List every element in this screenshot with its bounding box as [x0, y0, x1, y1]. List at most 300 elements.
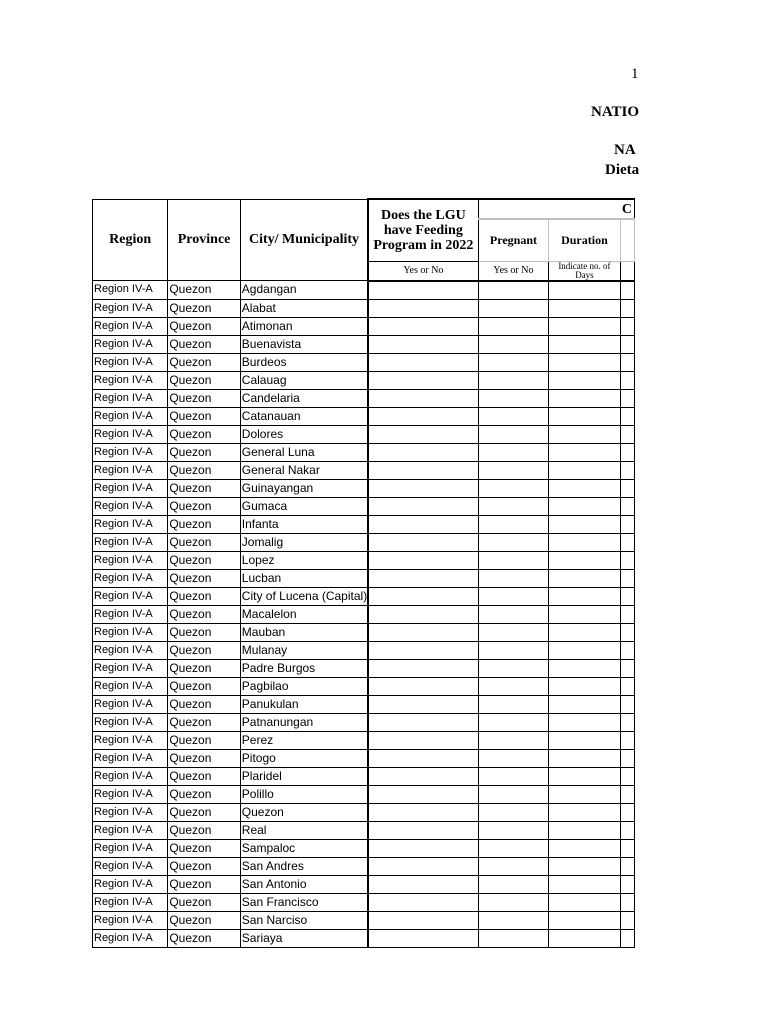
table-row [93, 677, 635, 695]
duration-cell[interactable] [549, 875, 620, 893]
province-cell[interactable] [168, 425, 240, 443]
pregnant-cell[interactable] [478, 281, 549, 300]
province-cell[interactable] [168, 407, 240, 425]
overflow-cell[interactable] [620, 695, 634, 713]
province-cell-text: Quezon [169, 354, 212, 369]
duration-cell[interactable] [549, 821, 620, 839]
region-cell[interactable] [93, 911, 168, 929]
province-cell[interactable] [168, 713, 240, 731]
region-cell-text: Region IV-A [94, 805, 153, 818]
province-cell[interactable] [168, 389, 240, 407]
overflow-cell[interactable] [620, 533, 634, 551]
duration-cell[interactable] [549, 659, 620, 677]
overflow-cell[interactable] [620, 461, 634, 479]
region-cell[interactable] [93, 281, 168, 300]
city-cell[interactable] [240, 371, 368, 389]
city-cell[interactable] [240, 677, 368, 695]
duration-cell[interactable] [549, 407, 620, 425]
province-cell[interactable] [168, 515, 240, 533]
region-cell[interactable] [93, 857, 168, 875]
pregnant-cell[interactable] [478, 497, 549, 515]
duration-cell[interactable] [549, 533, 620, 551]
region-cell[interactable] [93, 695, 168, 713]
city-cell[interactable] [240, 893, 368, 911]
province-cell[interactable] [168, 317, 240, 335]
feeding-cell[interactable] [368, 695, 478, 713]
duration-cell[interactable] [549, 497, 620, 515]
feeding-cell[interactable] [368, 821, 478, 839]
duration-cell[interactable] [549, 371, 620, 389]
city-cell-text: San Narciso [241, 912, 308, 927]
pregnant-cell[interactable] [478, 533, 549, 551]
city-cell[interactable] [240, 317, 368, 335]
feeding-cell[interactable] [368, 893, 478, 911]
region-cell[interactable] [93, 497, 168, 515]
city-cell-text: Patnanungan [241, 714, 314, 729]
pregnant-cell[interactable] [478, 929, 549, 947]
region-cell[interactable] [93, 317, 168, 335]
duration-cell[interactable] [549, 911, 620, 929]
feeding-cell[interactable] [368, 857, 478, 875]
region-cell[interactable] [93, 785, 168, 803]
duration-cell[interactable] [549, 461, 620, 479]
province-cell[interactable] [168, 875, 240, 893]
pregnant-cell[interactable] [478, 443, 549, 461]
region-cell[interactable] [93, 605, 168, 623]
pregnant-cell[interactable] [478, 839, 549, 857]
province-cell[interactable] [168, 911, 240, 929]
overflow-cell[interactable] [620, 767, 634, 785]
pregnant-cell[interactable] [478, 461, 549, 479]
province-cell[interactable] [168, 659, 240, 677]
region-cell[interactable] [93, 767, 168, 785]
table-row [93, 785, 635, 803]
table-row [93, 317, 635, 335]
overflow-cell[interactable] [620, 317, 634, 335]
province-cell[interactable] [168, 281, 240, 300]
city-cell[interactable] [240, 875, 368, 893]
region-cell[interactable] [93, 587, 168, 605]
city-cell-text: Lopez [241, 552, 275, 567]
city-cell[interactable] [240, 641, 368, 659]
province-cell[interactable] [168, 497, 240, 515]
province-cell[interactable] [168, 731, 240, 749]
region-cell-text: Region IV-A [94, 769, 153, 782]
table-row [93, 857, 635, 875]
feeding-cell[interactable] [368, 929, 478, 947]
table-row [93, 623, 635, 641]
pregnant-cell[interactable] [478, 425, 549, 443]
overflow-cell[interactable] [620, 875, 634, 893]
pregnant-cell[interactable] [478, 335, 549, 353]
city-cell[interactable] [240, 713, 368, 731]
city-cell[interactable] [240, 659, 368, 677]
city-cell[interactable] [240, 533, 368, 551]
city-cell[interactable] [240, 857, 368, 875]
pregnant-cell[interactable] [478, 749, 549, 767]
region-cell[interactable] [93, 443, 168, 461]
pregnant-cell[interactable] [478, 695, 549, 713]
feeding-cell[interactable] [368, 515, 478, 533]
feeding-cell[interactable] [368, 839, 478, 857]
region-cell[interactable] [93, 335, 168, 353]
region-cell[interactable] [93, 623, 168, 641]
duration-cell[interactable] [549, 515, 620, 533]
table-row [93, 605, 635, 623]
region-cell[interactable] [93, 353, 168, 371]
city-cell[interactable] [240, 695, 368, 713]
pregnant-cell[interactable] [478, 605, 549, 623]
overflow-cell[interactable] [620, 335, 634, 353]
pregnant-cell[interactable] [478, 389, 549, 407]
duration-cell[interactable] [549, 803, 620, 821]
region-cell[interactable] [93, 569, 168, 587]
region-cell[interactable] [93, 641, 168, 659]
region-cell-text: Region IV-A [94, 931, 153, 944]
pregnant-cell[interactable] [478, 875, 549, 893]
region-cell[interactable] [93, 677, 168, 695]
city-cell[interactable] [240, 299, 368, 317]
pregnant-cell[interactable] [478, 317, 549, 335]
province-cell[interactable] [168, 785, 240, 803]
city-cell[interactable] [240, 623, 368, 641]
feeding-cell[interactable] [368, 551, 478, 569]
city-cell[interactable] [240, 497, 368, 515]
city-cell[interactable] [240, 767, 368, 785]
region-cell[interactable] [93, 299, 168, 317]
duration-cell[interactable] [549, 353, 620, 371]
feeding-cell[interactable] [368, 803, 478, 821]
region-cell-text: Region IV-A [94, 355, 153, 368]
duration-cell[interactable] [549, 713, 620, 731]
overflow-cell[interactable] [620, 659, 634, 677]
province-cell[interactable] [168, 551, 240, 569]
city-cell[interactable] [240, 785, 368, 803]
table-row [93, 587, 635, 605]
duration-cell[interactable] [549, 587, 620, 605]
overflow-cell[interactable] [620, 641, 634, 659]
duration-cell[interactable] [549, 335, 620, 353]
feeding-cell[interactable] [368, 569, 478, 587]
pregnant-cell[interactable] [478, 911, 549, 929]
pregnant-cell[interactable] [478, 659, 549, 677]
feeding-cell[interactable] [368, 371, 478, 389]
duration-cell[interactable] [549, 749, 620, 767]
region-cell[interactable] [93, 803, 168, 821]
feeding-cell[interactable] [368, 533, 478, 551]
region-cell[interactable] [93, 407, 168, 425]
pregnant-cell[interactable] [478, 479, 549, 497]
pregnant-cell[interactable] [478, 641, 549, 659]
city-cell-text: San Andres [241, 858, 304, 873]
table-row [93, 479, 635, 497]
city-cell[interactable] [240, 353, 368, 371]
duration-cell[interactable] [549, 677, 620, 695]
pregnant-cell[interactable] [478, 857, 549, 875]
city-cell[interactable] [240, 731, 368, 749]
overflow-cell[interactable] [620, 497, 634, 515]
header-province: Province [168, 199, 240, 281]
overflow-cell[interactable] [620, 515, 634, 533]
duration-cell[interactable] [549, 929, 620, 947]
duration-cell[interactable] [549, 857, 620, 875]
region-cell[interactable] [93, 659, 168, 677]
province-cell[interactable] [168, 821, 240, 839]
overflow-cell[interactable] [620, 713, 634, 731]
duration-cell[interactable] [549, 839, 620, 857]
region-cell[interactable] [93, 371, 168, 389]
duration-cell[interactable] [549, 767, 620, 785]
pregnant-cell[interactable] [478, 893, 549, 911]
city-cell[interactable] [240, 479, 368, 497]
feeding-cell[interactable] [368, 731, 478, 749]
region-cell-text: Region IV-A [94, 841, 153, 854]
province-cell[interactable] [168, 533, 240, 551]
duration-cell[interactable] [549, 317, 620, 335]
pregnant-cell[interactable] [478, 551, 549, 569]
city-cell[interactable] [240, 587, 368, 605]
province-cell[interactable] [168, 803, 240, 821]
city-cell[interactable] [240, 929, 368, 947]
pregnant-cell[interactable] [478, 713, 549, 731]
region-cell-text: Region IV-A [94, 697, 153, 710]
duration-cell[interactable] [549, 479, 620, 497]
feeding-cell[interactable] [368, 425, 478, 443]
feeding-cell[interactable] [368, 767, 478, 785]
city-cell[interactable] [240, 461, 368, 479]
duration-cell[interactable] [549, 281, 620, 300]
region-cell[interactable] [93, 479, 168, 497]
pregnant-cell[interactable] [478, 407, 549, 425]
pregnant-cell[interactable] [478, 569, 549, 587]
overflow-cell[interactable] [620, 749, 634, 767]
feeding-cell[interactable] [368, 299, 478, 317]
overflow-cell[interactable] [620, 605, 634, 623]
feeding-cell[interactable] [368, 407, 478, 425]
province-cell[interactable] [168, 299, 240, 317]
city-cell[interactable] [240, 605, 368, 623]
province-cell[interactable] [168, 569, 240, 587]
city-cell[interactable] [240, 281, 368, 300]
overflow-cell[interactable] [620, 551, 634, 569]
header-overflow [620, 219, 634, 261]
feeding-cell[interactable] [368, 461, 478, 479]
table-row [93, 497, 635, 515]
pregnant-cell[interactable] [478, 353, 549, 371]
province-cell[interactable] [168, 461, 240, 479]
city-cell[interactable] [240, 821, 368, 839]
duration-cell[interactable] [549, 893, 620, 911]
duration-cell[interactable] [549, 605, 620, 623]
overflow-cell[interactable] [620, 803, 634, 821]
feeding-cell[interactable] [368, 479, 478, 497]
overflow-cell[interactable] [620, 389, 634, 407]
overflow-cell[interactable] [620, 443, 634, 461]
feeding-cell[interactable] [368, 605, 478, 623]
region-cell[interactable] [93, 515, 168, 533]
province-cell[interactable] [168, 641, 240, 659]
province-cell-text: Quezon [169, 588, 212, 603]
province-cell[interactable] [168, 605, 240, 623]
region-cell[interactable] [93, 731, 168, 749]
overflow-cell[interactable] [620, 587, 634, 605]
feeding-cell[interactable] [368, 443, 478, 461]
feeding-cell[interactable] [368, 389, 478, 407]
duration-cell[interactable] [549, 299, 620, 317]
duration-cell[interactable] [549, 425, 620, 443]
pregnant-cell[interactable] [478, 677, 549, 695]
province-cell[interactable] [168, 839, 240, 857]
province-cell[interactable] [168, 443, 240, 461]
province-cell[interactable] [168, 695, 240, 713]
feeding-cell[interactable] [368, 623, 478, 641]
region-cell[interactable] [93, 551, 168, 569]
pregnant-cell[interactable] [478, 731, 549, 749]
overflow-cell[interactable] [620, 785, 634, 803]
pregnant-cell[interactable] [478, 803, 549, 821]
pregnant-cell[interactable] [478, 785, 549, 803]
overflow-cell[interactable] [620, 911, 634, 929]
city-cell[interactable] [240, 443, 368, 461]
city-cell[interactable] [240, 335, 368, 353]
region-cell[interactable] [93, 533, 168, 551]
province-cell-text: Quezon [169, 444, 212, 459]
province-cell[interactable] [168, 929, 240, 947]
feeding-cell[interactable] [368, 497, 478, 515]
duration-cell[interactable] [549, 389, 620, 407]
region-cell[interactable] [93, 893, 168, 911]
city-cell[interactable] [240, 407, 368, 425]
pregnant-cell[interactable] [478, 623, 549, 641]
region-cell[interactable] [93, 389, 168, 407]
province-cell[interactable] [168, 587, 240, 605]
province-cell[interactable] [168, 353, 240, 371]
overflow-cell[interactable] [620, 407, 634, 425]
overflow-cell[interactable] [620, 857, 634, 875]
overflow-cell[interactable] [620, 299, 634, 317]
region-cell[interactable] [93, 425, 168, 443]
feeding-cell[interactable] [368, 317, 478, 335]
province-cell[interactable] [168, 623, 240, 641]
city-cell[interactable] [240, 551, 368, 569]
feeding-cell[interactable] [368, 335, 478, 353]
region-cell[interactable] [93, 713, 168, 731]
overflow-cell[interactable] [620, 893, 634, 911]
city-cell[interactable] [240, 515, 368, 533]
province-cell-text: Quezon [169, 642, 212, 657]
overflow-cell[interactable] [620, 281, 634, 300]
region-cell-text: Region IV-A [94, 337, 153, 350]
city-cell[interactable] [240, 839, 368, 857]
pregnant-cell[interactable] [478, 299, 549, 317]
region-cell[interactable] [93, 839, 168, 857]
table-row [93, 551, 635, 569]
pregnant-cell[interactable] [478, 587, 549, 605]
province-cell[interactable] [168, 857, 240, 875]
duration-cell[interactable] [549, 569, 620, 587]
province-cell[interactable] [168, 893, 240, 911]
province-cell[interactable] [168, 749, 240, 767]
province-cell[interactable] [168, 677, 240, 695]
overflow-cell[interactable] [620, 353, 634, 371]
city-cell[interactable] [240, 911, 368, 929]
duration-cell[interactable] [549, 641, 620, 659]
city-cell[interactable] [240, 425, 368, 443]
region-cell-text: Region IV-A [94, 787, 153, 800]
overflow-cell[interactable] [620, 425, 634, 443]
pregnant-cell[interactable] [478, 515, 549, 533]
pregnant-cell[interactable] [478, 821, 549, 839]
feeding-cell[interactable] [368, 875, 478, 893]
pregnant-cell[interactable] [478, 767, 549, 785]
overflow-cell[interactable] [620, 731, 634, 749]
duration-cell[interactable] [549, 731, 620, 749]
city-cell[interactable] [240, 749, 368, 767]
feeding-cell[interactable] [368, 911, 478, 929]
table-row [93, 731, 635, 749]
table-row [93, 461, 635, 479]
feeding-cell[interactable] [368, 587, 478, 605]
region-cell-text: Region IV-A [94, 643, 153, 656]
header-city: City/ Municipality [240, 199, 368, 281]
header-duration: Duration [549, 219, 620, 261]
city-cell[interactable] [240, 803, 368, 821]
feeding-cell[interactable] [368, 353, 478, 371]
city-cell-text: Plaridel [241, 768, 282, 783]
table-row [93, 803, 635, 821]
city-cell[interactable] [240, 389, 368, 407]
feeding-cell[interactable] [368, 659, 478, 677]
region-cell[interactable] [93, 875, 168, 893]
feeding-cell[interactable] [368, 281, 478, 300]
feeding-cell[interactable] [368, 713, 478, 731]
duration-cell[interactable] [549, 551, 620, 569]
region-cell[interactable] [93, 821, 168, 839]
duration-cell[interactable] [549, 785, 620, 803]
region-cell[interactable] [93, 461, 168, 479]
duration-cell[interactable] [549, 623, 620, 641]
duration-cell[interactable] [549, 443, 620, 461]
subheader-overflow [620, 261, 634, 281]
province-cell[interactable] [168, 479, 240, 497]
overflow-cell[interactable] [620, 623, 634, 641]
table-row [93, 821, 635, 839]
overflow-cell[interactable] [620, 821, 634, 839]
pregnant-cell[interactable] [478, 371, 549, 389]
province-cell[interactable] [168, 767, 240, 785]
feeding-cell[interactable] [368, 677, 478, 695]
overflow-cell[interactable] [620, 569, 634, 587]
region-cell-text: Region IV-A [94, 319, 153, 332]
overflow-cell[interactable] [620, 677, 634, 695]
region-cell[interactable] [93, 749, 168, 767]
feeding-cell[interactable] [368, 641, 478, 659]
city-cell[interactable] [240, 569, 368, 587]
region-cell[interactable] [93, 929, 168, 947]
feeding-cell[interactable] [368, 749, 478, 767]
city-cell-text: San Francisco [241, 894, 319, 909]
duration-cell[interactable] [549, 695, 620, 713]
overflow-cell[interactable] [620, 371, 634, 389]
feeding-cell[interactable] [368, 785, 478, 803]
province-cell[interactable] [168, 371, 240, 389]
province-cell[interactable] [168, 335, 240, 353]
table-row [93, 713, 635, 731]
overflow-cell[interactable] [620, 929, 634, 947]
province-cell-text: Quezon [169, 750, 212, 765]
overflow-cell[interactable] [620, 479, 634, 497]
overflow-cell[interactable] [620, 839, 634, 857]
